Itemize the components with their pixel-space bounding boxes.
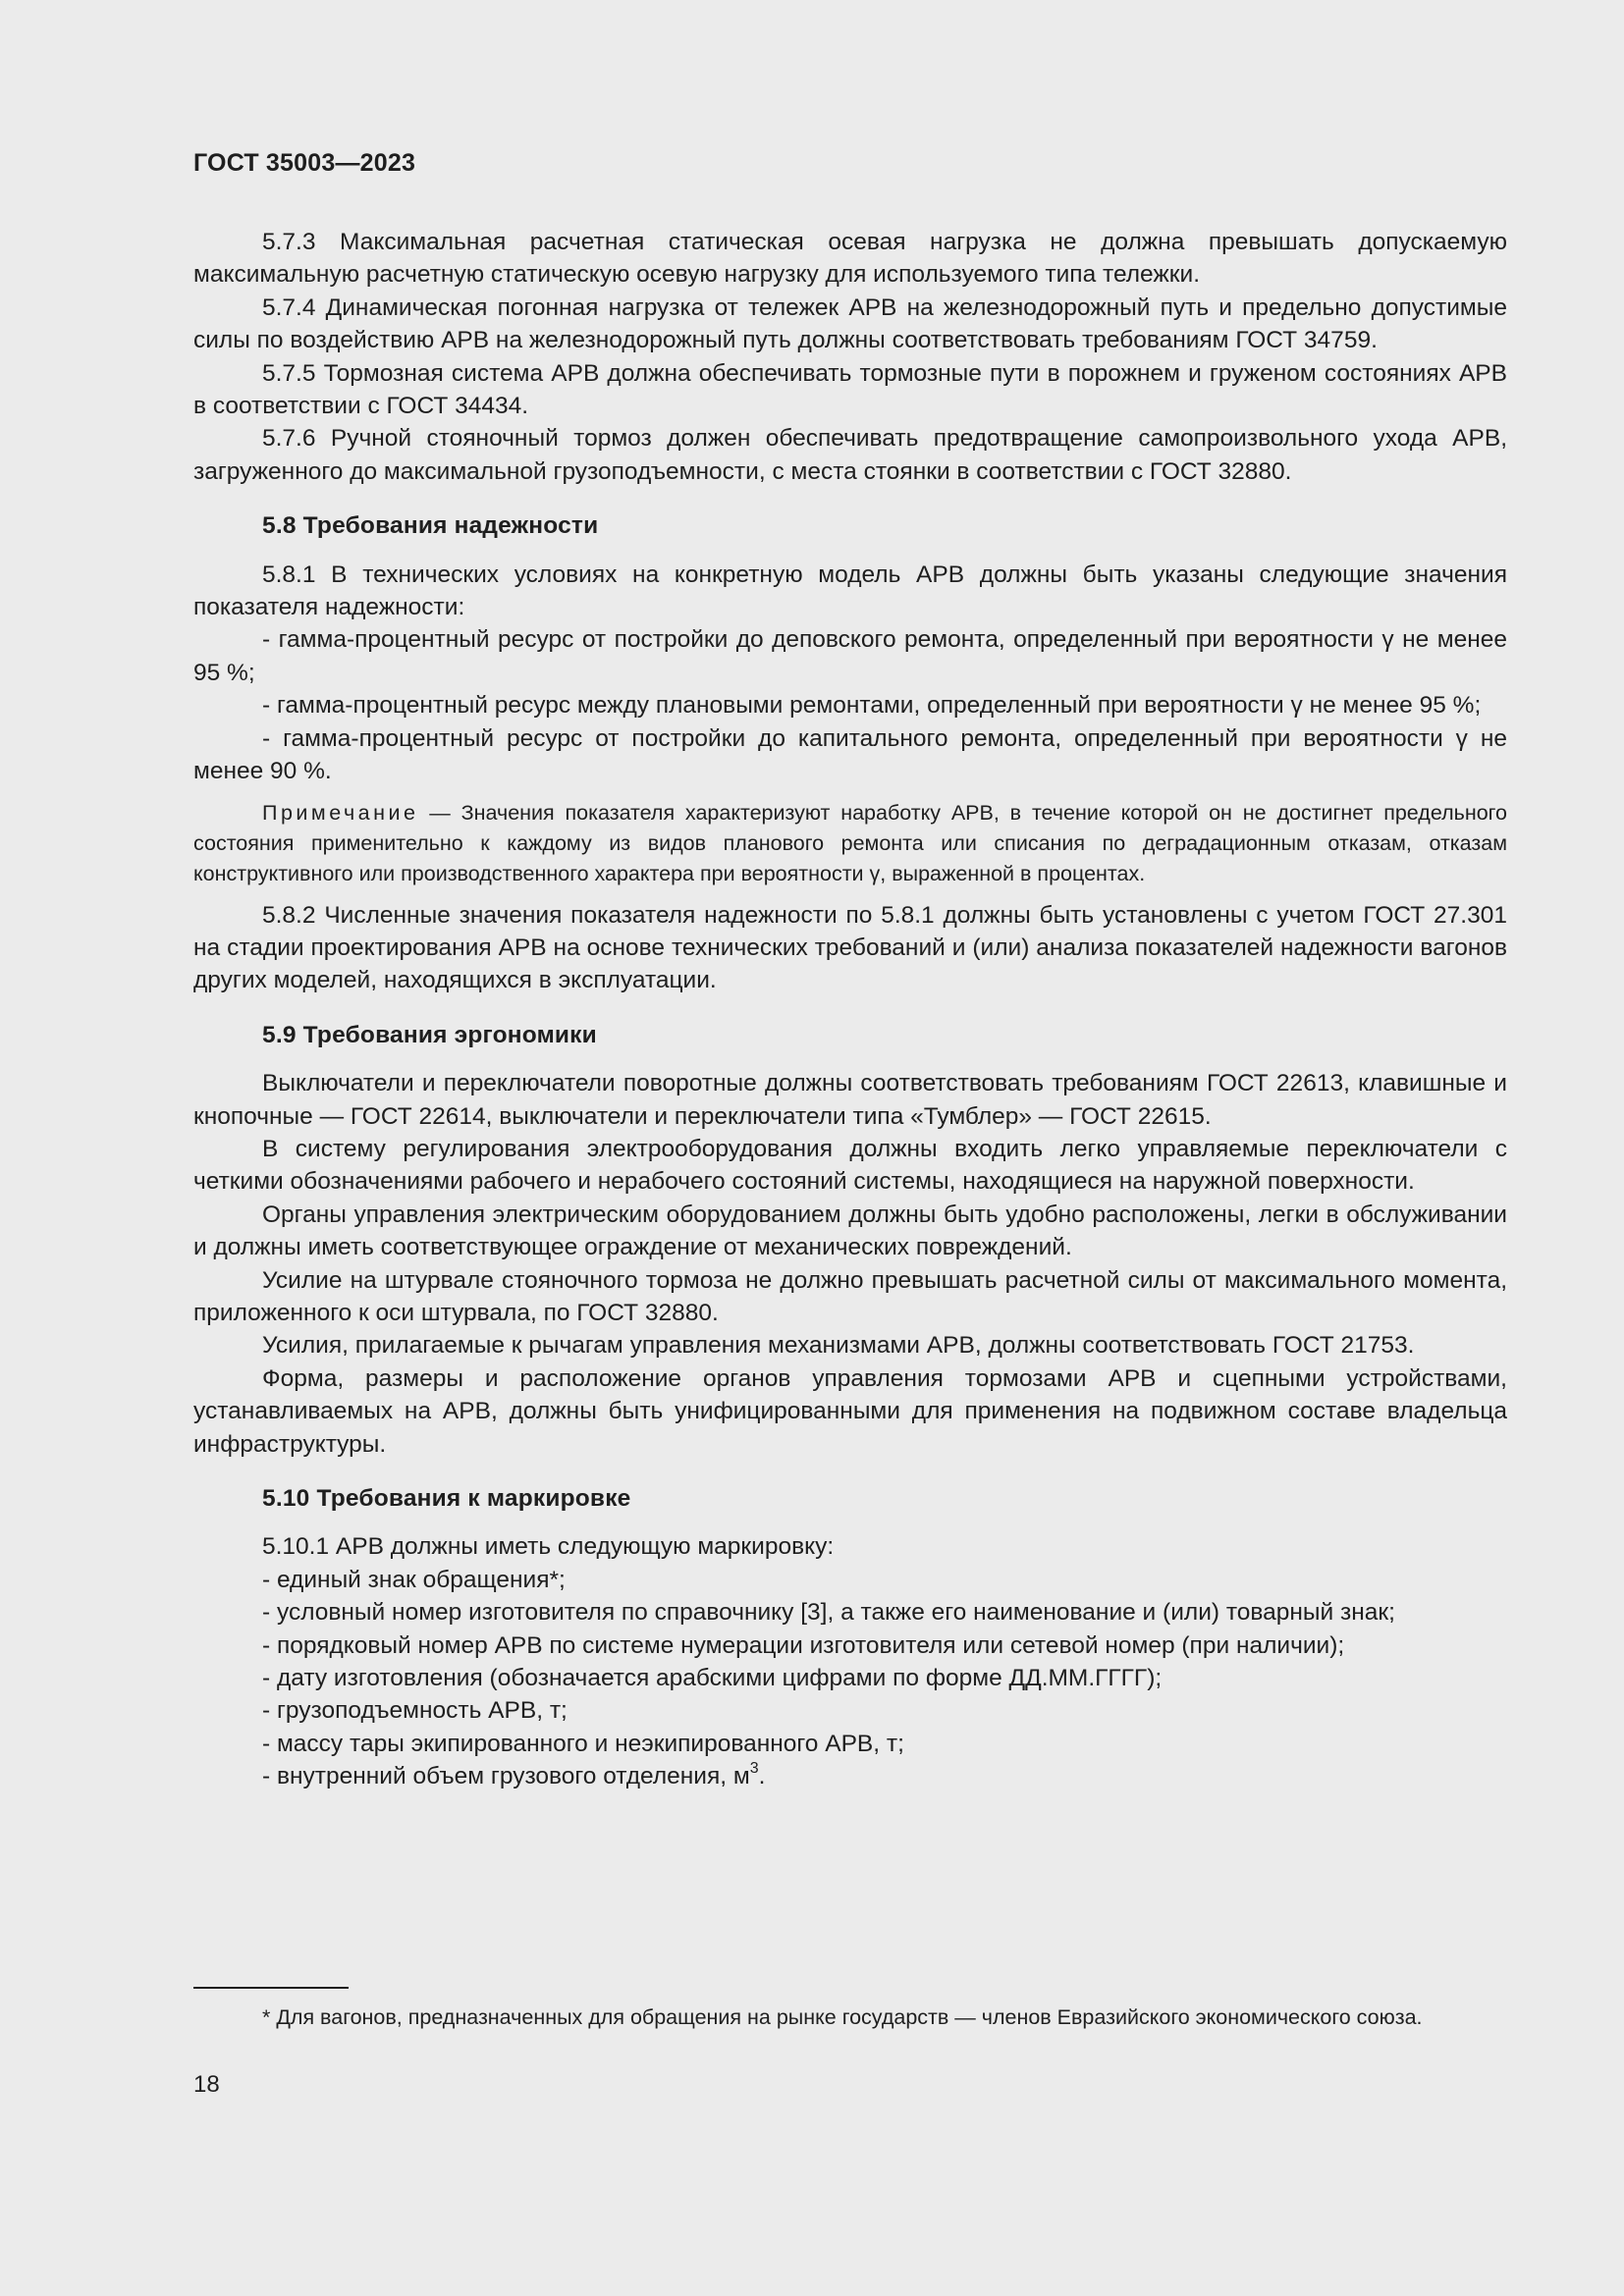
list-item-5-8-1-a: - гамма-процентный ресурс от постройки до деповского ремонта, определенный при вероятности γ не менее 95 %; <box>193 626 1507 686</box>
paragraph-5-9-control-system: В систему регулирования электрооборудования должны входить легко управляемые переключатели с четкими обозначениями рабочего и нерабочего состояний системы, находящиеся на наружной поверхности. <box>193 1135 1507 1196</box>
paragraph-5-8-2: 5.8.2 Численные значения показателя надежности по 5.8.1 должны быть установлены с учетом ГОСТ 27.301 на стадии проектирования АРВ на основе технических требований и (или) анализа показателей надежности вагонов других моделей, находящихся в эксплуатации. <box>193 901 1507 994</box>
paragraph-5-7-4: 5.7.4 Динамическая погонная нагрузка от тележек АРВ на железнодорожный путь и предельно допустимые силы по воздействию АРВ на железнодорожный путь должны соответствовать требованиям ГОСТ 34759. <box>193 294 1507 354</box>
list-item-5-10-1-e: - грузоподъемность АРВ, т; <box>262 1697 568 1725</box>
paragraph-5-7-6: 5.7.6 Ручной стояночный тормоз должен обеспечивать предотвращение самопроизвольного ухода АРВ, загруженного до максимальной грузоподъемности, с места стоянки в соответствии с ГОСТ 32880. <box>193 425 1507 485</box>
list-item-5-10-1-g <box>193 1760 1507 1792</box>
paragraph-5-9-levers: Усилия, прилагаемые к рычагам управления механизмами АРВ, должны соответствовать ГОСТ 21753. <box>262 1332 1415 1360</box>
paragraph-5-7-5: 5.7.5 Тормозная система АРВ должна обеспечивать тормозные пути в порожнем и груженом состояниях АРВ в соответствии с ГОСТ 34434. <box>193 359 1507 420</box>
list-item-5-10-1-g-end: . <box>758 1763 766 1790</box>
page-number: 18 <box>193 2071 220 2098</box>
paragraph-5-9-switches: Выключатели и переключатели поворотные должны соответствовать требованиям ГОСТ 22613, клавишные и кнопочные — ГОСТ 22614, выключатели и переключатели типа «Тумблер» — ГОСТ 22615. <box>193 1070 1507 1130</box>
list-item-5-10-1-c: - порядковый номер АРВ по системе нумерации изготовителя или сетевой номер (при наличии); <box>262 1631 1345 1659</box>
document-body <box>193 226 1507 1793</box>
section-heading-5-9: 5.9 Требования эргономики <box>262 1021 597 1048</box>
list-item-5-8-1-c: - гамма-процентный ресурс от постройки до капитального ремонта, определенный при вероятности γ не менее 90 %. <box>193 724 1507 785</box>
footnote-text: * Для вагонов, предназначенных для обращения на рынке государств — членов Евразийского экономического союза. <box>262 2005 1423 2029</box>
paragraph-5-9-form: Форма, размеры и расположение органов управления тормозами АРВ и сцепными устройствами, устанавливаемых на АРВ, должны быть унифицированными для применения на подвижном составе владельца инфраструктуры. <box>193 1364 1507 1458</box>
list-item-5-10-1-f: - массу тары экипированного и неэкипированного АРВ, т; <box>262 1730 904 1757</box>
note-text: — Значения показателя характеризуют наработку АРВ, в течение которой он не достигнет предельного состояния применительно к каждому из видов планового ремонта или списания по деградационным отказам, отказам конструктивного или производственного характера при вероятности γ, выраженной в процентах. <box>193 800 1507 885</box>
paragraph-5-9-controls: Органы управления электрическим оборудованием должны быть удобно расположены, легки в обслуживании и должны иметь соответствующее ограждение от механических повреждений. <box>193 1201 1507 1261</box>
note-block <box>193 798 1507 889</box>
section-heading-5-8: 5.8 Требования надежности <box>262 512 599 540</box>
footnote-separator <box>193 1987 349 1989</box>
list-item-5-10-1-a: - единый знак обращения*; <box>262 1566 566 1593</box>
note-label: Примечание <box>262 800 419 825</box>
paragraph-5-7-3: 5.7.3 Максимальная расчетная статическая осевая нагрузка не должна превышать допускаемую максимальную расчетную статическую осевую нагрузку для используемого типа тележки. <box>193 229 1507 289</box>
paragraph-5-8-1: 5.8.1 В технических условиях на конкретную модель АРВ должны быть указаны следующие значения показателя надежности: <box>193 561 1507 621</box>
list-item-5-10-1-b: - условный номер изготовителя по справочнику [3], а также его наименование и (или) товарный знак; <box>262 1599 1395 1627</box>
list-item-5-10-1-d: - дату изготовления (обозначается арабскими цифрами по форме ДД.ММ.ГГГГ); <box>262 1665 1163 1692</box>
section-heading-5-10: 5.10 Требования к маркировке <box>262 1485 631 1512</box>
list-item-5-8-1-b: - гамма-процентный ресурс между плановыми ремонтами, определенный при вероятности γ не менее 95 %; <box>262 692 1482 720</box>
list-item-5-10-1-g-text: - внутренний объем грузового отделения, м <box>262 1763 750 1790</box>
paragraph-5-9-brake-wheel: Усилие на штурвале стояночного тормоза не должно превышать расчетной силы от максимального момента, приложенного к оси штурвала, по ГОСТ 32880. <box>193 1266 1507 1326</box>
cubic-superscript: 3 <box>749 1760 759 1778</box>
paragraph-5-10-1: 5.10.1 АРВ должны иметь следующую маркировку: <box>262 1533 835 1561</box>
document-code-header: ГОСТ 35003—2023 <box>193 149 416 177</box>
